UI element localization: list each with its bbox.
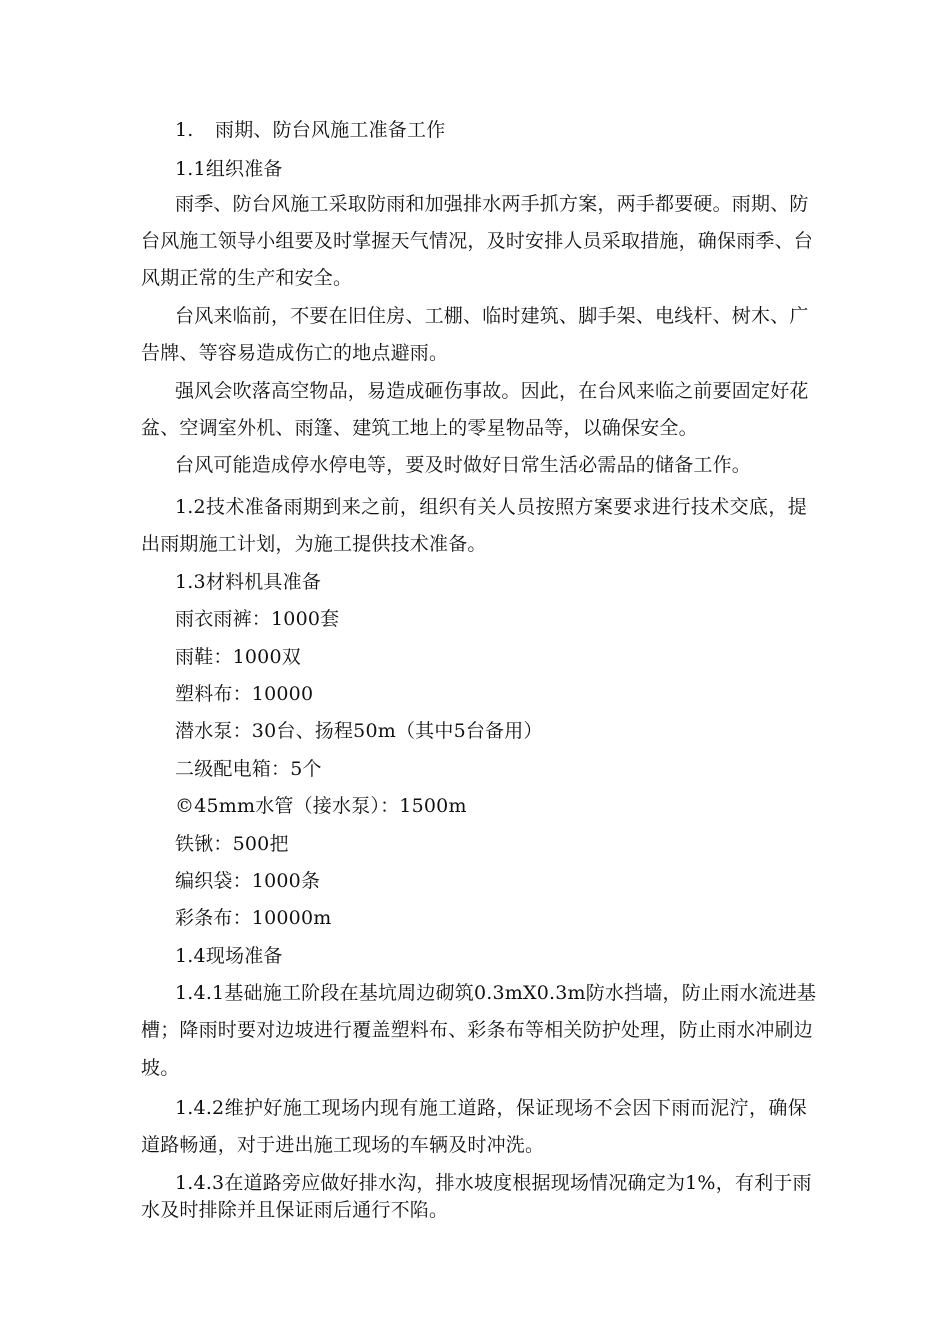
paragraph-line: 台风可能造成停水停电等，要及时做好日常生活必需品的储备工作。 bbox=[175, 454, 752, 476]
section-heading bbox=[175, 118, 445, 142]
paragraph-line: 台风施工领导小组要及时掌握天气情况，及时安排人员采取措施，确保雨季、台 bbox=[141, 230, 814, 252]
paragraph-line: 水及时排除并且保证雨后通行不陷。 bbox=[141, 1199, 449, 1221]
paragraph-line: 坡。 bbox=[141, 1057, 180, 1079]
paragraph-line: 风期正常的生产和安全。 bbox=[141, 267, 353, 289]
paragraph-line: 1.4.2维护好施工现场内现有施工道路，保证现场不会因下雨而泥泞，确保 bbox=[175, 1097, 807, 1119]
material-item: 雨衣雨裤：1000套 bbox=[175, 608, 340, 630]
material-item: 塑料布：10000 bbox=[175, 683, 314, 705]
paragraph-line: 1.4.3在道路旁应做好排水沟，排水坡度根据现场情况确定为1%，有利于雨 bbox=[175, 1172, 812, 1194]
paragraph-line: 雨季、防台风施工采取防雨和加强排水两手抓方案，两手都要硬。雨期、防 bbox=[175, 193, 809, 215]
paragraph-line: 槽；降雨时要对边坡进行覆盖塑料布、彩条布等相关防护处理，防止雨水冲刷边 bbox=[141, 1019, 814, 1041]
paragraph-line: 盆、空调室外机、雨篷、建筑工地上的零星物品等，以确保安全。 bbox=[141, 417, 698, 439]
paragraph-line: 台风来临前，不要在旧住房、工棚、临时建筑、脚手架、电线杆、树木、广 bbox=[175, 305, 809, 327]
paragraph-line: 出雨期施工计划，为施工提供技术准备。 bbox=[141, 533, 487, 555]
paragraph-line: 强风会吹落高空物品，易造成砸伤事故。因此，在台风来临之前要固定好花 bbox=[175, 380, 809, 402]
material-item: ©45mm水管（接水泵）：1500m bbox=[175, 795, 467, 817]
material-item: 二级配电箱：5个 bbox=[175, 758, 322, 780]
material-item: 雨鞋：1000双 bbox=[175, 646, 301, 668]
subsection-title-org: 1.1组织准备 bbox=[175, 158, 283, 180]
paragraph-line: 道路畅通，对于进出施工现场的车辆及时冲洗。 bbox=[141, 1134, 545, 1156]
material-item: 编织袋：1000条 bbox=[175, 870, 321, 892]
material-item: 铁锹：500把 bbox=[175, 833, 289, 855]
subsection-title-site: 1.4现场准备 bbox=[175, 945, 283, 967]
material-item: 彩条布：10000m bbox=[175, 907, 332, 929]
paragraph-line: 告牌、等容易造成伤亡的地点避雨。 bbox=[141, 342, 449, 364]
material-item: 潜水泵：30台、扬程50m（其中5台备用） bbox=[175, 720, 543, 742]
paragraph-line: 1.4.1基础施工阶段在基坑周边砌筑0.3mX0.3m防水挡墙，防止雨水流进基 bbox=[175, 982, 817, 1004]
paragraph-line: 1.2技术准备雨期到来之前，组织有关人员按照方案要求进行技术交底，提 bbox=[175, 496, 807, 518]
heading-number: 1. bbox=[175, 119, 194, 141]
heading-text: 雨期、防台风施工准备工作 bbox=[215, 119, 446, 141]
subsection-title-materials: 1.3材料机具准备 bbox=[175, 571, 322, 593]
